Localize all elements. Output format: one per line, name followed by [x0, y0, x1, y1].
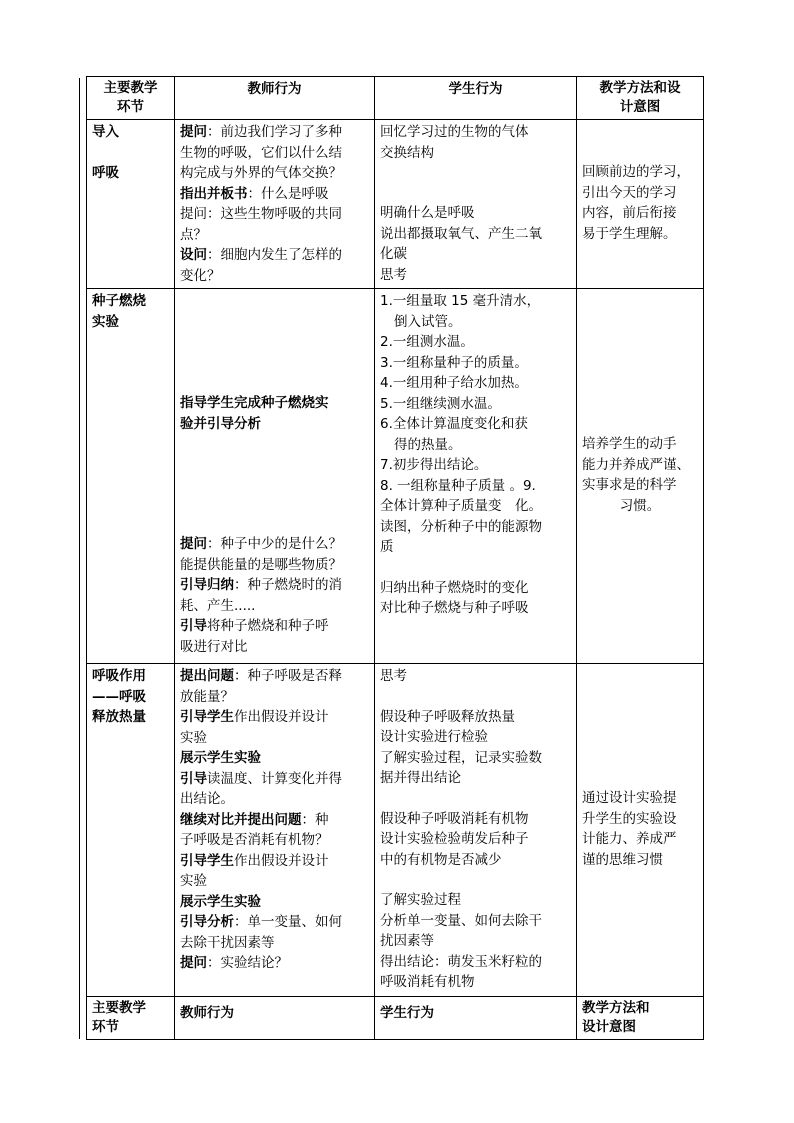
method-cell: 回顾前边的学习， 引出今天的学习 内容，前后衔接 易于学生理解。 — [577, 120, 704, 289]
lesson-plan-table — [86, 76, 704, 1040]
method-cell: 通过设计实验提 升学生的实验设 计能力、养成严 谨的思维习惯 — [577, 664, 704, 997]
footer-teacher: 教师行为 — [175, 997, 375, 1040]
footer-method: 教学方法和 设计意图 — [577, 997, 704, 1040]
teacher-cell: 提问：前边我们学习了多种 生物的呼吸，它们以什么结 构完成与外界的气体交换？ 指出并板书：什么是呼吸 提问：这些生物呼吸的共同 点？ 设问：细胞内发生了怎样的 变化？ — [175, 120, 375, 289]
footer-stage: 主要教学 环节 — [87, 997, 175, 1040]
table-row — [87, 120, 704, 289]
method-cell: 培养学生的动手 能力并养成严谨、 实事求是的科学 习惯。 — [577, 289, 704, 664]
header-row — [87, 77, 704, 120]
student-cell: 思考 假设种子呼吸释放热量 设计实验进行检验 了解实验过程，记录实验数 据并得出结论 假设种子呼吸消耗有机物 设计实验检验萌发后种子 中的有机物是否减少 了解实验过程 分析单一变量、如何去除干 扰因素等 得出结论：萌发玉米籽粒的 呼吸消耗有机物 — [375, 664, 577, 997]
header-teacher: 教师行为 — [175, 77, 375, 120]
student-cell: 回忆学习过的生物的气体 交换结构 明确什么是呼吸 说出都摄取氧气、产生二氧 化碳 思考 — [375, 120, 577, 289]
stage-cell: 呼吸作用 ——呼吸 释放热量 — [87, 664, 175, 997]
footer-header-row — [87, 997, 704, 1040]
teacher-cell: 指导学生完成种子燃烧实 验并引导分析 提问：种子中少的是什么？ 能提供能量的是哪些物质？ 引导归纳：种子燃烧时的消 耗、产生..... 引导将种子燃烧和种子呼 吸进行对比 — [175, 289, 375, 664]
header-method: 教学方法和设 计意图 — [577, 77, 704, 120]
header-stage: 主要教学 环节 — [87, 77, 175, 120]
stage-cell: 导入 呼吸 — [87, 120, 175, 289]
student-cell: 1.一组量取 15 毫升清水， 倒入试管。 2.一组测水温。 3.一组称量种子的质量。 4.一组用种子给水加热。 5.一组继续测水温。 6.全体计算温度变化和获 得的热量。 7.初步得出结论。 8. 一组称量种子质量 。9. 全体计算种子质量变 化。 读图，分析种子中的能源物 质 归纳出种子燃烧时的变化 对比种子燃烧与种子呼吸 — [375, 289, 577, 664]
page-margin-line — [79, 78, 80, 1039]
teacher-cell: 提出问题：种子呼吸是否释 放能量？ 引导学生作出假设并设计 实验 展示学生实验 引导读温度、计算变化并得 出结论。 继续对比并提出问题：种 子呼吸是否消耗有机物？ 引导学生作出假设并设计 实验 展示学生实验 引导分析：单一变量、如何 去除干扰因素等 提问：实验结论？ — [175, 664, 375, 997]
footer-student: 学生行为 — [375, 997, 577, 1040]
table-row — [87, 664, 704, 997]
table-row — [87, 289, 704, 664]
stage-cell: 种子燃烧 实验 — [87, 289, 175, 664]
header-student: 学生行为 — [375, 77, 577, 120]
